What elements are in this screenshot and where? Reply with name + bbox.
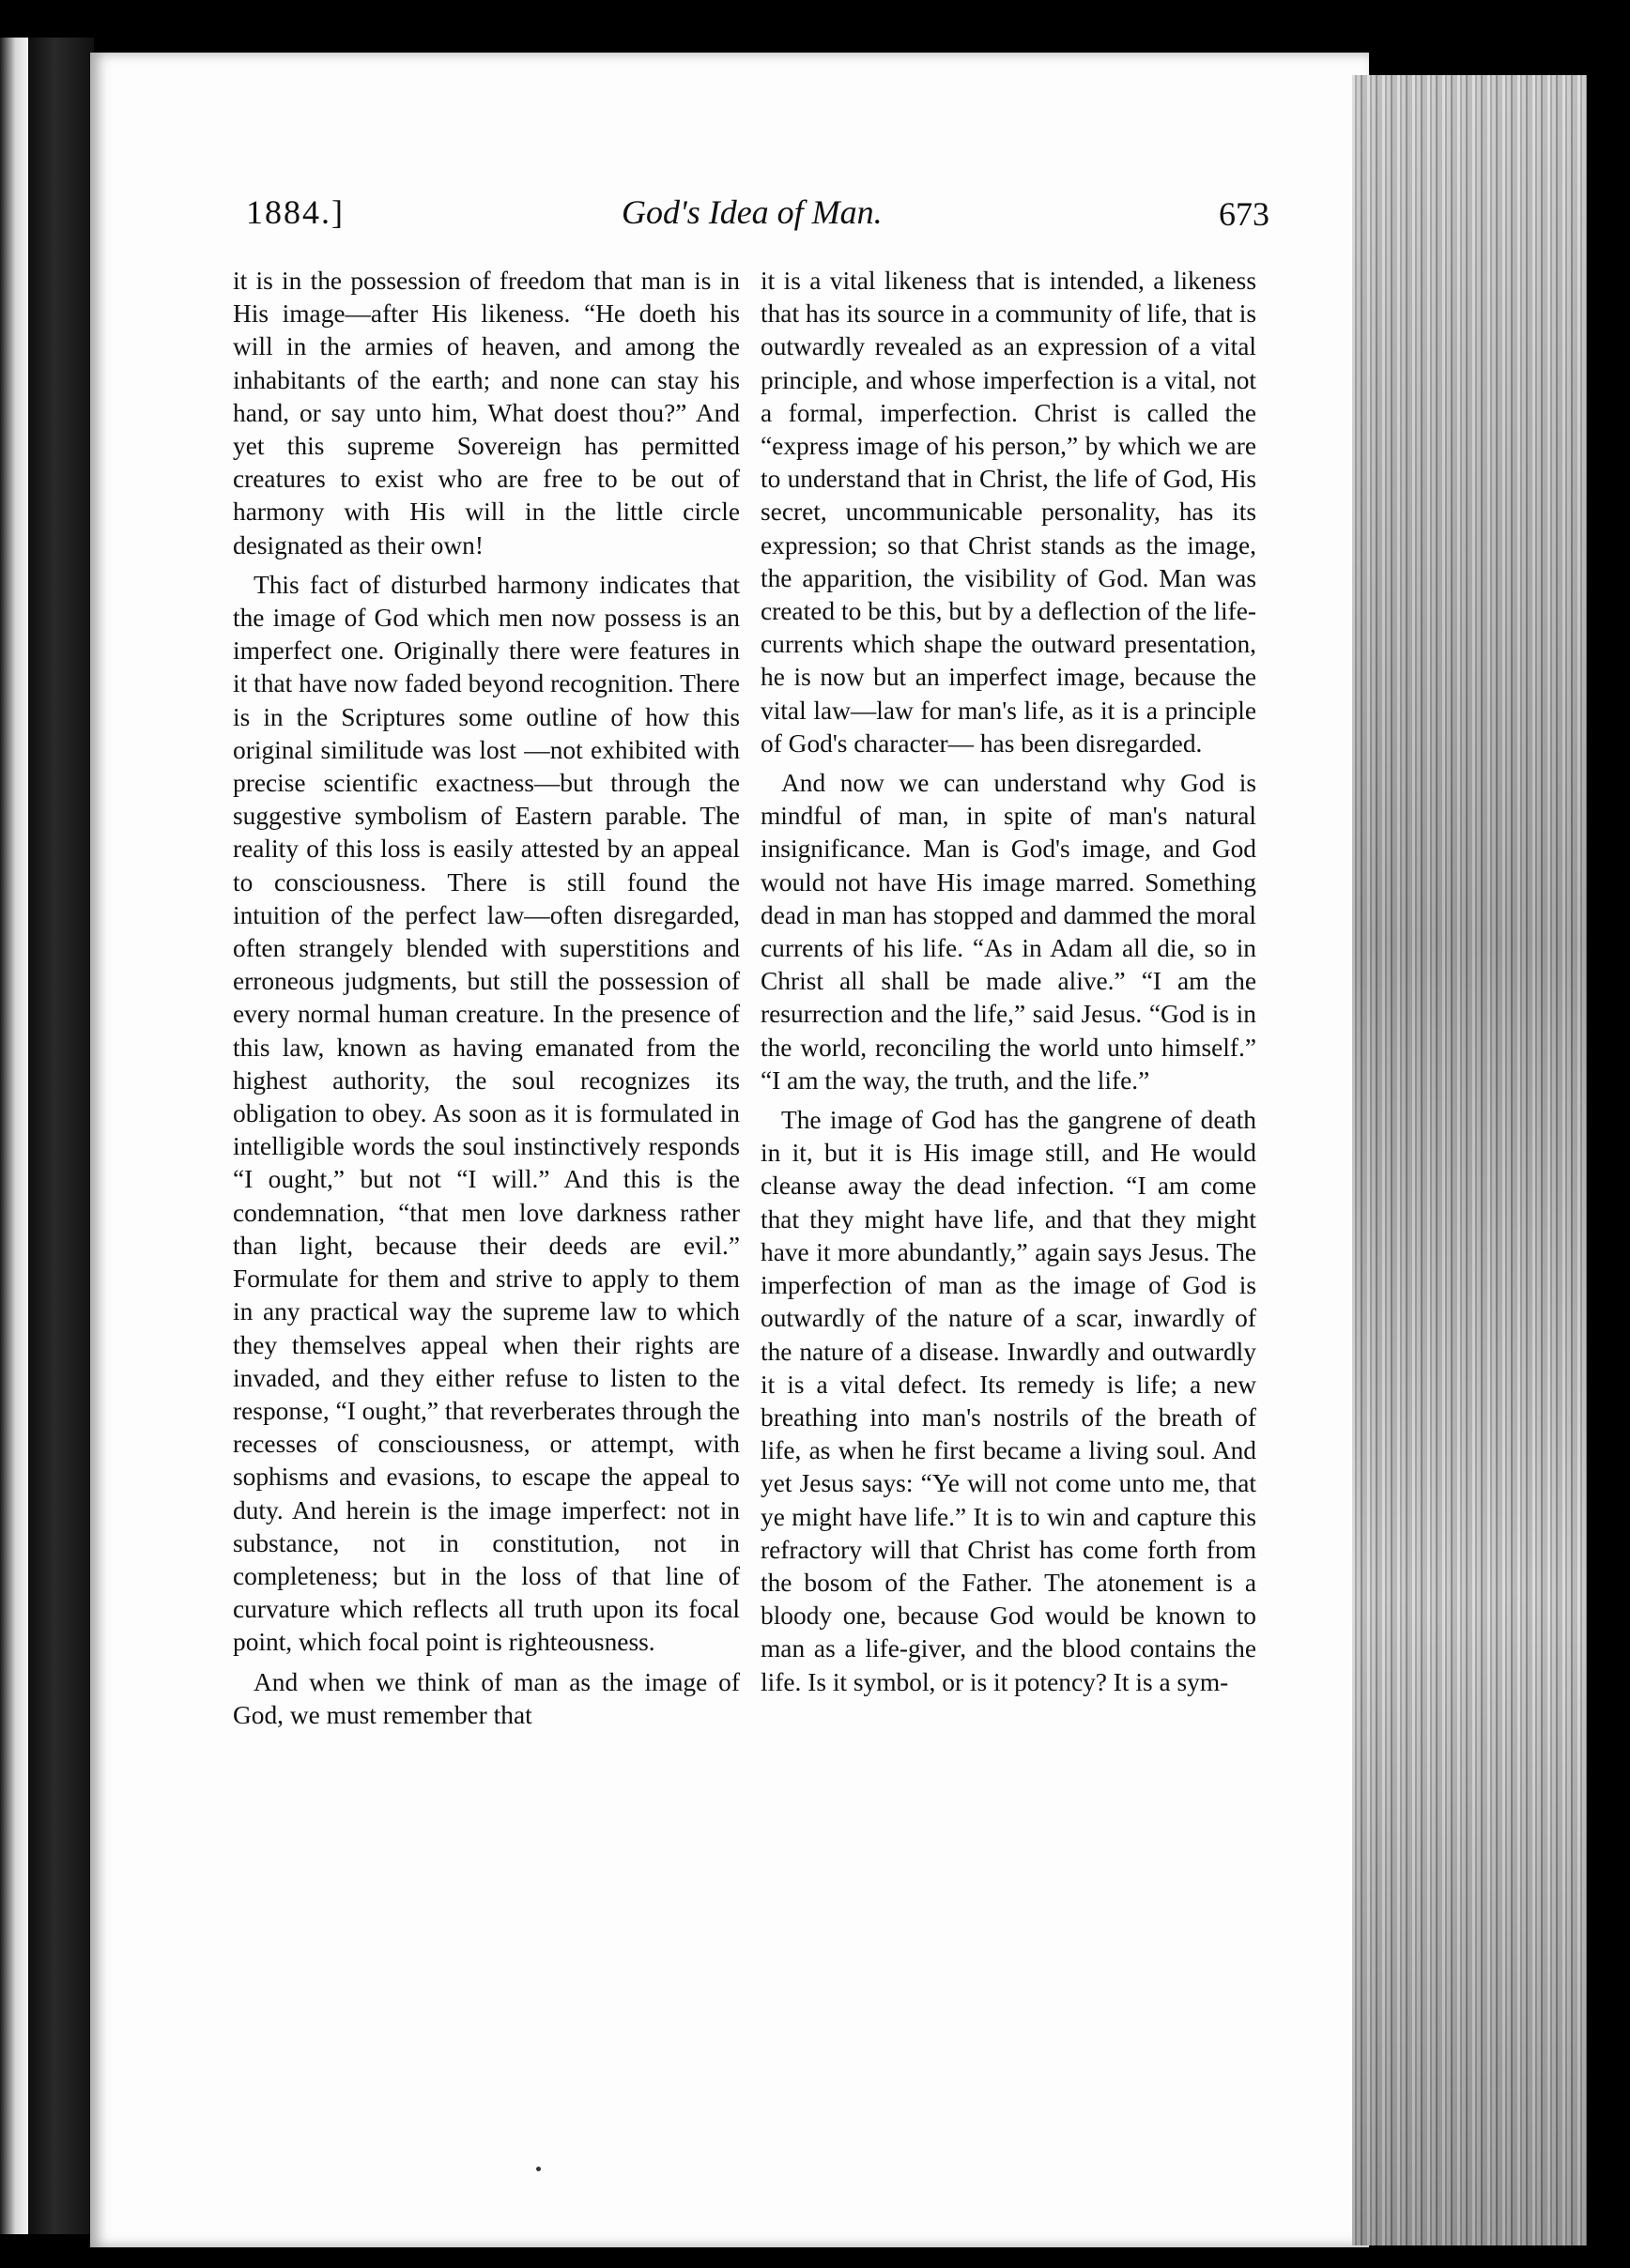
paragraph: it is in the possession of freedom that man is in His image—after His likeness. “He doeth his will in the armies of heaven, and among the inhabitants of the earth; and none can stay his hand, or say unto him, What doest thou?” And yet this supreme Sovereign has permitted creatures to exist who are free to be out of harmony with His will in the little circle designated as their own! [233, 267, 740, 559]
running-head-title: God's Idea of Man. [622, 193, 883, 231]
paragraph: And when we think of man as the image of God, we must remember that [233, 1667, 740, 1729]
print-speck [536, 2167, 541, 2171]
book-gutter [28, 38, 94, 2234]
paragraph: The image of God has the gangrene of death in it, but it is His image still, and He would cleanse away the dead infection. “I am come that they might have life, and that they might have it more abundantly,” again says Jesus. The imperfection of man as the image of God is outwardly of the nature of a scar, inwardly of the nature of a disease. Inwardly and outwardly it is a vital defect. Its remedy is life; a new breathing into man's nostrils of the breath of life, as when he first became a living soul. And yet Jesus says: “Ye will not come unto me, that ye might have life.” It is to win and capture this refractory will that Christ has come forth from the bosom of the Father. The atonement is a bloody one, because God would be known to man as a life-giver, and the blood contains the life. Is it symbol, or is it potency? It is a sym- [761, 1106, 1256, 1696]
page-number: 673 [1219, 195, 1269, 233]
paragraph: This fact of disturbed harmony indicates that the image of God which men now possess is an imperfect one. Originally there were features in it that have now faded beyond recognition. There is in the Scriptures some outline of how this original similitude was lost —not exhibited with precise scientific exactness—but through the suggestive symbolism of Eastern parable. The reality of this loss is easily attested by an appeal to consciousness. There is still found the intuition of the perfect law—often disregarded, often strangely blended with superstitions and erroneous judgments, but still the possession of every normal human creature. In the presence of this law, known as having emanated from the highest authority, the soul recognizes its obligation to obey. As soon as it is formulated in intelligible words the soul instinctively responds “I ought,” but not “I will.” And this is the condemnation, “that men love darkness rather than light, because their deeds are evil.” Formulate for them and strive to apply to them in any practical way the supreme law to which they themselves appeal when their rights are invaded, and they either refuse to listen to the response, “I ought,” that reverberates through the recesses of consciousness, or attempt, with sophisms and evasions, to escape the appeal to duty. And herein is the image imperfect: not in substance, not in constitution, not in completeness; but in the loss of that line of curvature which reflects all truth upon its focal point, which focal point is righteousness. [233, 570, 741, 1657]
right-column [761, 265, 1256, 1699]
left-column [233, 265, 740, 1732]
paragraph: it is a vital likeness that is intended, a likeness that has its source in a community of life, that is outwardly revealed as an expression of a vital principle, and whose imperfection is a vital, not a formal, imperfection. Christ is called the “express image of his person,” by which we are to understand that in Christ, the life of God, His secret, uncommunicable personality, has its expression; so that Christ stands as the image, the apparition, the visibility of God. Man was created to be this, but by a deflection of the life-currents which shape the outward presentation, he is now but an imperfect image, because the vital law—law for man's life, as it is a principle of God's character— has been disregarded. [761, 267, 1256, 758]
facing-page-edge [0, 38, 28, 2234]
paragraph: And now we can understand why God is mindful of man, in spite of man's natural insignificance. Man is God's image, and God would not have His image marred. Something dead in man has stopped and dammed the moral currents of his life. “As in Adam all die, so in Christ all shall be made alive.” “I am the resurrection and the life,” said Jesus. “God is in the world, reconciling the world unto himself.” “I am the way, the truth, and the life.” [761, 769, 1256, 1095]
running-head-year: 1884.] [246, 193, 345, 231]
page-block-edges [1352, 75, 1587, 2245]
running-head [246, 192, 1269, 249]
